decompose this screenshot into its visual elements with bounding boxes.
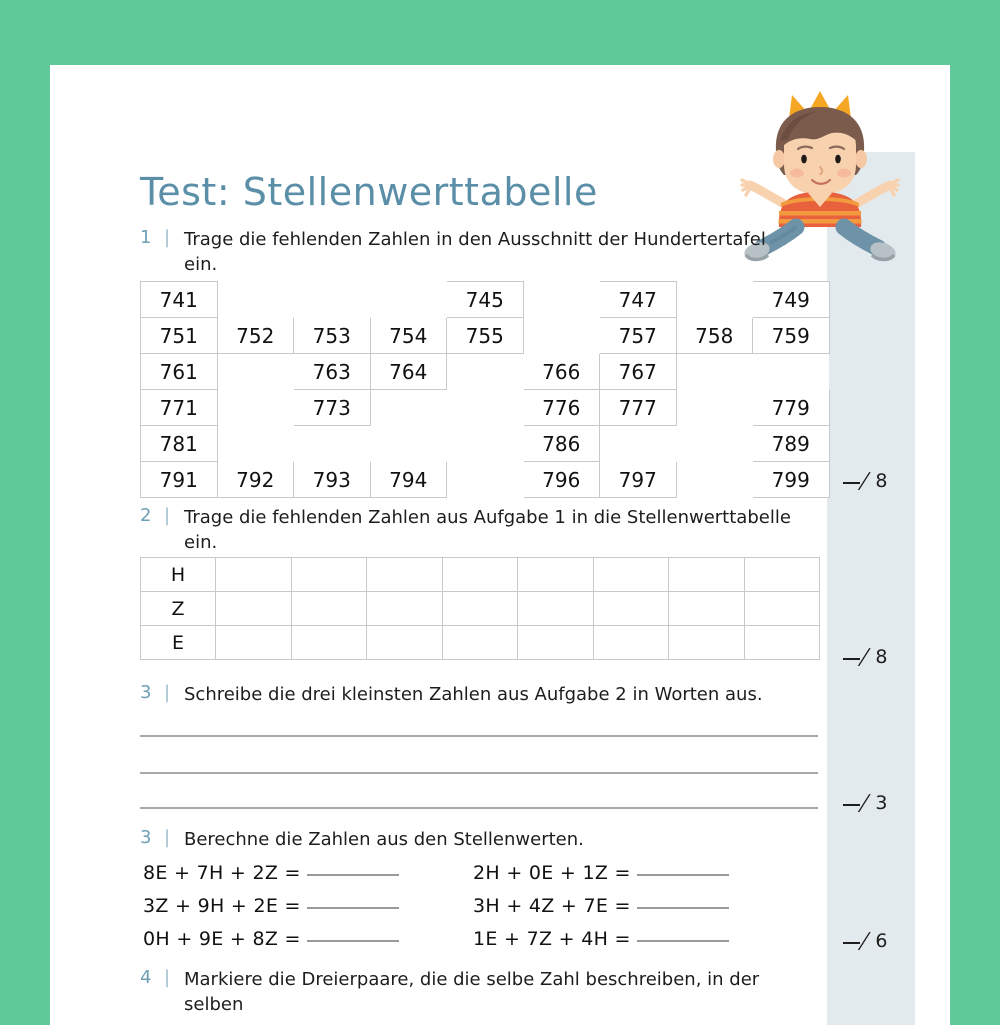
task-1-text xyxy=(184,227,766,277)
hundreds-cell-filled: 764 xyxy=(370,354,447,390)
score-entry-task2 xyxy=(827,646,915,668)
equation-right-2 xyxy=(473,895,729,917)
hundreds-cell-filled: 759 xyxy=(753,318,830,354)
hundreds-cell-filled: 781 xyxy=(141,426,218,462)
place-value-cell[interactable] xyxy=(216,558,292,592)
place-value-cell[interactable] xyxy=(518,626,594,660)
score-blank-task4[interactable] xyxy=(843,942,860,944)
task-1-text-line1: Trage die fehlenden Zahlen in den Ausschnitt der Hundertertafel xyxy=(184,229,766,250)
equation-left-3-blank[interactable] xyxy=(307,940,399,942)
hundreds-cell-blank[interactable] xyxy=(294,426,371,462)
place-value-cell[interactable] xyxy=(442,626,518,660)
task-2-number: 2 xyxy=(140,505,152,526)
task-3b-header xyxy=(140,827,584,852)
score-entry-task4 xyxy=(827,930,915,952)
score-max-task4: 6 xyxy=(875,930,890,952)
hundreds-cell-filled: 754 xyxy=(370,318,447,354)
hundreds-cell-filled: 786 xyxy=(523,426,600,462)
equation-left-2-blank[interactable] xyxy=(307,907,399,909)
worksheet-page xyxy=(50,65,950,1025)
task-3b-number: 3 xyxy=(140,827,152,848)
hundreds-cell-blank[interactable] xyxy=(217,426,294,462)
hundreds-row xyxy=(141,426,830,462)
hundreds-row xyxy=(141,354,830,390)
hundreds-cell-filled: 777 xyxy=(600,390,677,426)
score-slash-task1: / xyxy=(856,468,875,494)
hundreds-cell-filled: 747 xyxy=(600,282,677,318)
task-1-separator: | xyxy=(163,227,171,248)
hundreds-cell-filled: 755 xyxy=(447,318,524,354)
place-value-cell[interactable] xyxy=(518,592,594,626)
hundreds-cell-blank[interactable] xyxy=(676,426,753,462)
place-value-cell[interactable] xyxy=(593,558,669,592)
hundreds-row xyxy=(141,318,830,354)
task-4-separator: | xyxy=(163,967,171,988)
hundreds-cell-filled: 749 xyxy=(753,282,830,318)
place-value-cell[interactable] xyxy=(367,592,443,626)
equation-right-1-blank[interactable] xyxy=(637,874,729,876)
score-blank-task1[interactable] xyxy=(843,482,860,484)
hundreds-row xyxy=(141,462,830,498)
equation-right-2-blank[interactable] xyxy=(637,907,729,909)
place-value-row xyxy=(141,592,820,626)
equation-right-3-expr: 1E + 7Z + 4H = xyxy=(473,928,631,950)
hundreds-cell-blank[interactable] xyxy=(217,390,294,426)
equation-right-3-blank[interactable] xyxy=(637,940,729,942)
hundreds-cell-filled: 761 xyxy=(141,354,218,390)
place-value-cell[interactable] xyxy=(216,592,292,626)
hundreds-cell-blank[interactable] xyxy=(600,426,677,462)
place-value-label-e: E xyxy=(141,626,216,660)
equation-left-1 xyxy=(143,862,399,884)
place-value-cell[interactable] xyxy=(669,626,745,660)
hundreds-cell-filled: 794 xyxy=(370,462,447,498)
task-3b-text xyxy=(184,827,584,852)
score-max-task2: 8 xyxy=(875,646,890,668)
hundreds-cell-blank[interactable] xyxy=(294,282,371,318)
hundreds-cell-blank[interactable] xyxy=(217,282,294,318)
score-blank-task3[interactable] xyxy=(843,804,860,806)
score-blank-task2[interactable] xyxy=(843,658,860,660)
score-panel xyxy=(827,152,915,1025)
equation-left-1-expr: 8E + 7H + 2Z = xyxy=(143,862,301,884)
task-1-number: 1 xyxy=(140,227,152,248)
place-value-label-h: H xyxy=(141,558,216,592)
hundreds-cell-blank[interactable] xyxy=(753,354,830,390)
equation-right-2-expr: 3H + 4Z + 7E = xyxy=(473,895,631,917)
place-value-cell[interactable] xyxy=(593,626,669,660)
hundreds-cell-filled: 791 xyxy=(141,462,218,498)
place-value-label-z: Z xyxy=(141,592,216,626)
score-max-task3: 3 xyxy=(875,792,890,814)
place-value-cell[interactable] xyxy=(367,558,443,592)
hundreds-cell-filled: 789 xyxy=(753,426,830,462)
place-value-cell[interactable] xyxy=(669,558,745,592)
equation-left-3 xyxy=(143,928,399,950)
hundreds-cell-blank[interactable] xyxy=(370,282,447,318)
task-3a-text-line1: Schreibe die drei kleinsten Zahlen aus Aufgabe 2 in Worten aus. xyxy=(184,684,763,705)
task-2-text-line1: Trage die fehlenden Zahlen aus Aufgabe 1 in die Stellenwerttabelle ein. xyxy=(184,507,791,553)
place-value-cell[interactable] xyxy=(744,626,820,660)
answer-line-1[interactable] xyxy=(140,735,818,737)
hundreds-cell-filled: 771 xyxy=(141,390,218,426)
hundreds-cell-filled: 745 xyxy=(447,282,524,318)
score-slash-task4: / xyxy=(856,928,875,954)
place-value-cell[interactable] xyxy=(669,592,745,626)
score-slash-task2: / xyxy=(856,644,875,670)
hundreds-cell-blank[interactable] xyxy=(370,390,447,426)
place-value-cell[interactable] xyxy=(291,592,367,626)
hundreds-cell-filled: 797 xyxy=(600,462,677,498)
hundreds-cell-blank[interactable] xyxy=(447,354,524,390)
task-3a-header xyxy=(140,682,763,707)
hundreds-cell-filled: 767 xyxy=(600,354,677,390)
task-3a-text xyxy=(184,682,763,707)
hundreds-cell-blank[interactable] xyxy=(676,462,753,498)
hundreds-cell-filled: 758 xyxy=(676,318,753,354)
hundreds-cell-blank[interactable] xyxy=(523,318,600,354)
place-value-cell[interactable] xyxy=(744,592,820,626)
place-value-body xyxy=(141,558,820,660)
score-slash-task3: / xyxy=(856,790,875,816)
score-entry-task1 xyxy=(827,470,915,492)
hundreds-cell-blank[interactable] xyxy=(523,282,600,318)
hundreds-cell-blank[interactable] xyxy=(447,462,524,498)
place-value-cell[interactable] xyxy=(291,558,367,592)
task-3b-text-line1: Berechne die Zahlen aus den Stellenwerten. xyxy=(184,829,584,850)
hundreds-cell-filled: 776 xyxy=(523,390,600,426)
hundreds-cell-filled: 751 xyxy=(141,318,218,354)
hundreds-chart-body xyxy=(141,282,830,498)
hundreds-cell-filled: 766 xyxy=(523,354,600,390)
task-3a-number: 3 xyxy=(140,682,152,703)
place-value-cell[interactable] xyxy=(367,626,443,660)
hundreds-cell-filled: 763 xyxy=(294,354,371,390)
task-1-header xyxy=(140,227,766,277)
hundreds-cell-filled: 753 xyxy=(294,318,371,354)
equation-left-3-expr: 0H + 9E + 8Z = xyxy=(143,928,301,950)
hundreds-cell-blank[interactable] xyxy=(447,390,524,426)
hundreds-cell-filled: 792 xyxy=(217,462,294,498)
equation-left-2-expr: 3Z + 9H + 2E = xyxy=(143,895,301,917)
equation-right-1-expr: 2H + 0E + 1Z = xyxy=(473,862,631,884)
place-value-cell[interactable] xyxy=(291,626,367,660)
equation-left-1-blank[interactable] xyxy=(307,874,399,876)
place-value-cell[interactable] xyxy=(518,558,594,592)
place-value-cell[interactable] xyxy=(442,592,518,626)
task-3a-separator: | xyxy=(163,682,171,703)
hundreds-cell-filled: 779 xyxy=(753,390,830,426)
task-4-header xyxy=(140,967,809,1017)
task-4-text-line1: Markiere die Dreierpaare, die die selbe Zahl beschreiben, in der selben xyxy=(184,969,760,1015)
equation-right-1 xyxy=(473,862,729,884)
hundreds-cell-filled: 793 xyxy=(294,462,371,498)
hundreds-cell-blank[interactable] xyxy=(676,354,753,390)
place-value-row xyxy=(141,558,820,592)
place-value-cell[interactable] xyxy=(744,558,820,592)
hundreds-cell-filled: 799 xyxy=(753,462,830,498)
hundreds-cell-blank[interactable] xyxy=(447,426,524,462)
hundreds-cell-blank[interactable] xyxy=(676,390,753,426)
hundreds-cell-filled: 773 xyxy=(294,390,371,426)
hundreds-cell-blank[interactable] xyxy=(370,426,447,462)
hundreds-cell-filled: 741 xyxy=(141,282,218,318)
hundreds-row xyxy=(141,282,830,318)
score-entry-task3 xyxy=(827,792,915,814)
task-3b-separator: | xyxy=(163,827,171,848)
hundreds-cell-filled: 752 xyxy=(217,318,294,354)
task-2-separator: | xyxy=(163,505,171,526)
answer-line-3[interactable] xyxy=(140,807,818,809)
place-value-cell[interactable] xyxy=(216,626,292,660)
hundreds-row xyxy=(141,390,830,426)
place-value-cell[interactable] xyxy=(442,558,518,592)
place-value-table[interactable] xyxy=(140,557,820,660)
answer-line-2[interactable] xyxy=(140,772,818,774)
hundreds-cell-filled: 796 xyxy=(523,462,600,498)
task-4-text xyxy=(184,967,809,1017)
hundreds-cell-filled: 757 xyxy=(600,318,677,354)
page-title: Test: Stellenwerttabelle xyxy=(140,170,598,214)
task-1-text-line2: ein. xyxy=(184,254,218,275)
hundreds-chart-grid[interactable] xyxy=(140,281,830,498)
place-value-row xyxy=(141,626,820,660)
hundreds-cell-blank[interactable] xyxy=(676,282,753,318)
hundreds-cell-blank[interactable] xyxy=(217,354,294,390)
score-max-task1: 8 xyxy=(875,470,890,492)
task-4-number: 4 xyxy=(140,967,152,988)
place-value-cell[interactable] xyxy=(593,592,669,626)
equation-right-3 xyxy=(473,928,729,950)
equation-left-2 xyxy=(143,895,399,917)
